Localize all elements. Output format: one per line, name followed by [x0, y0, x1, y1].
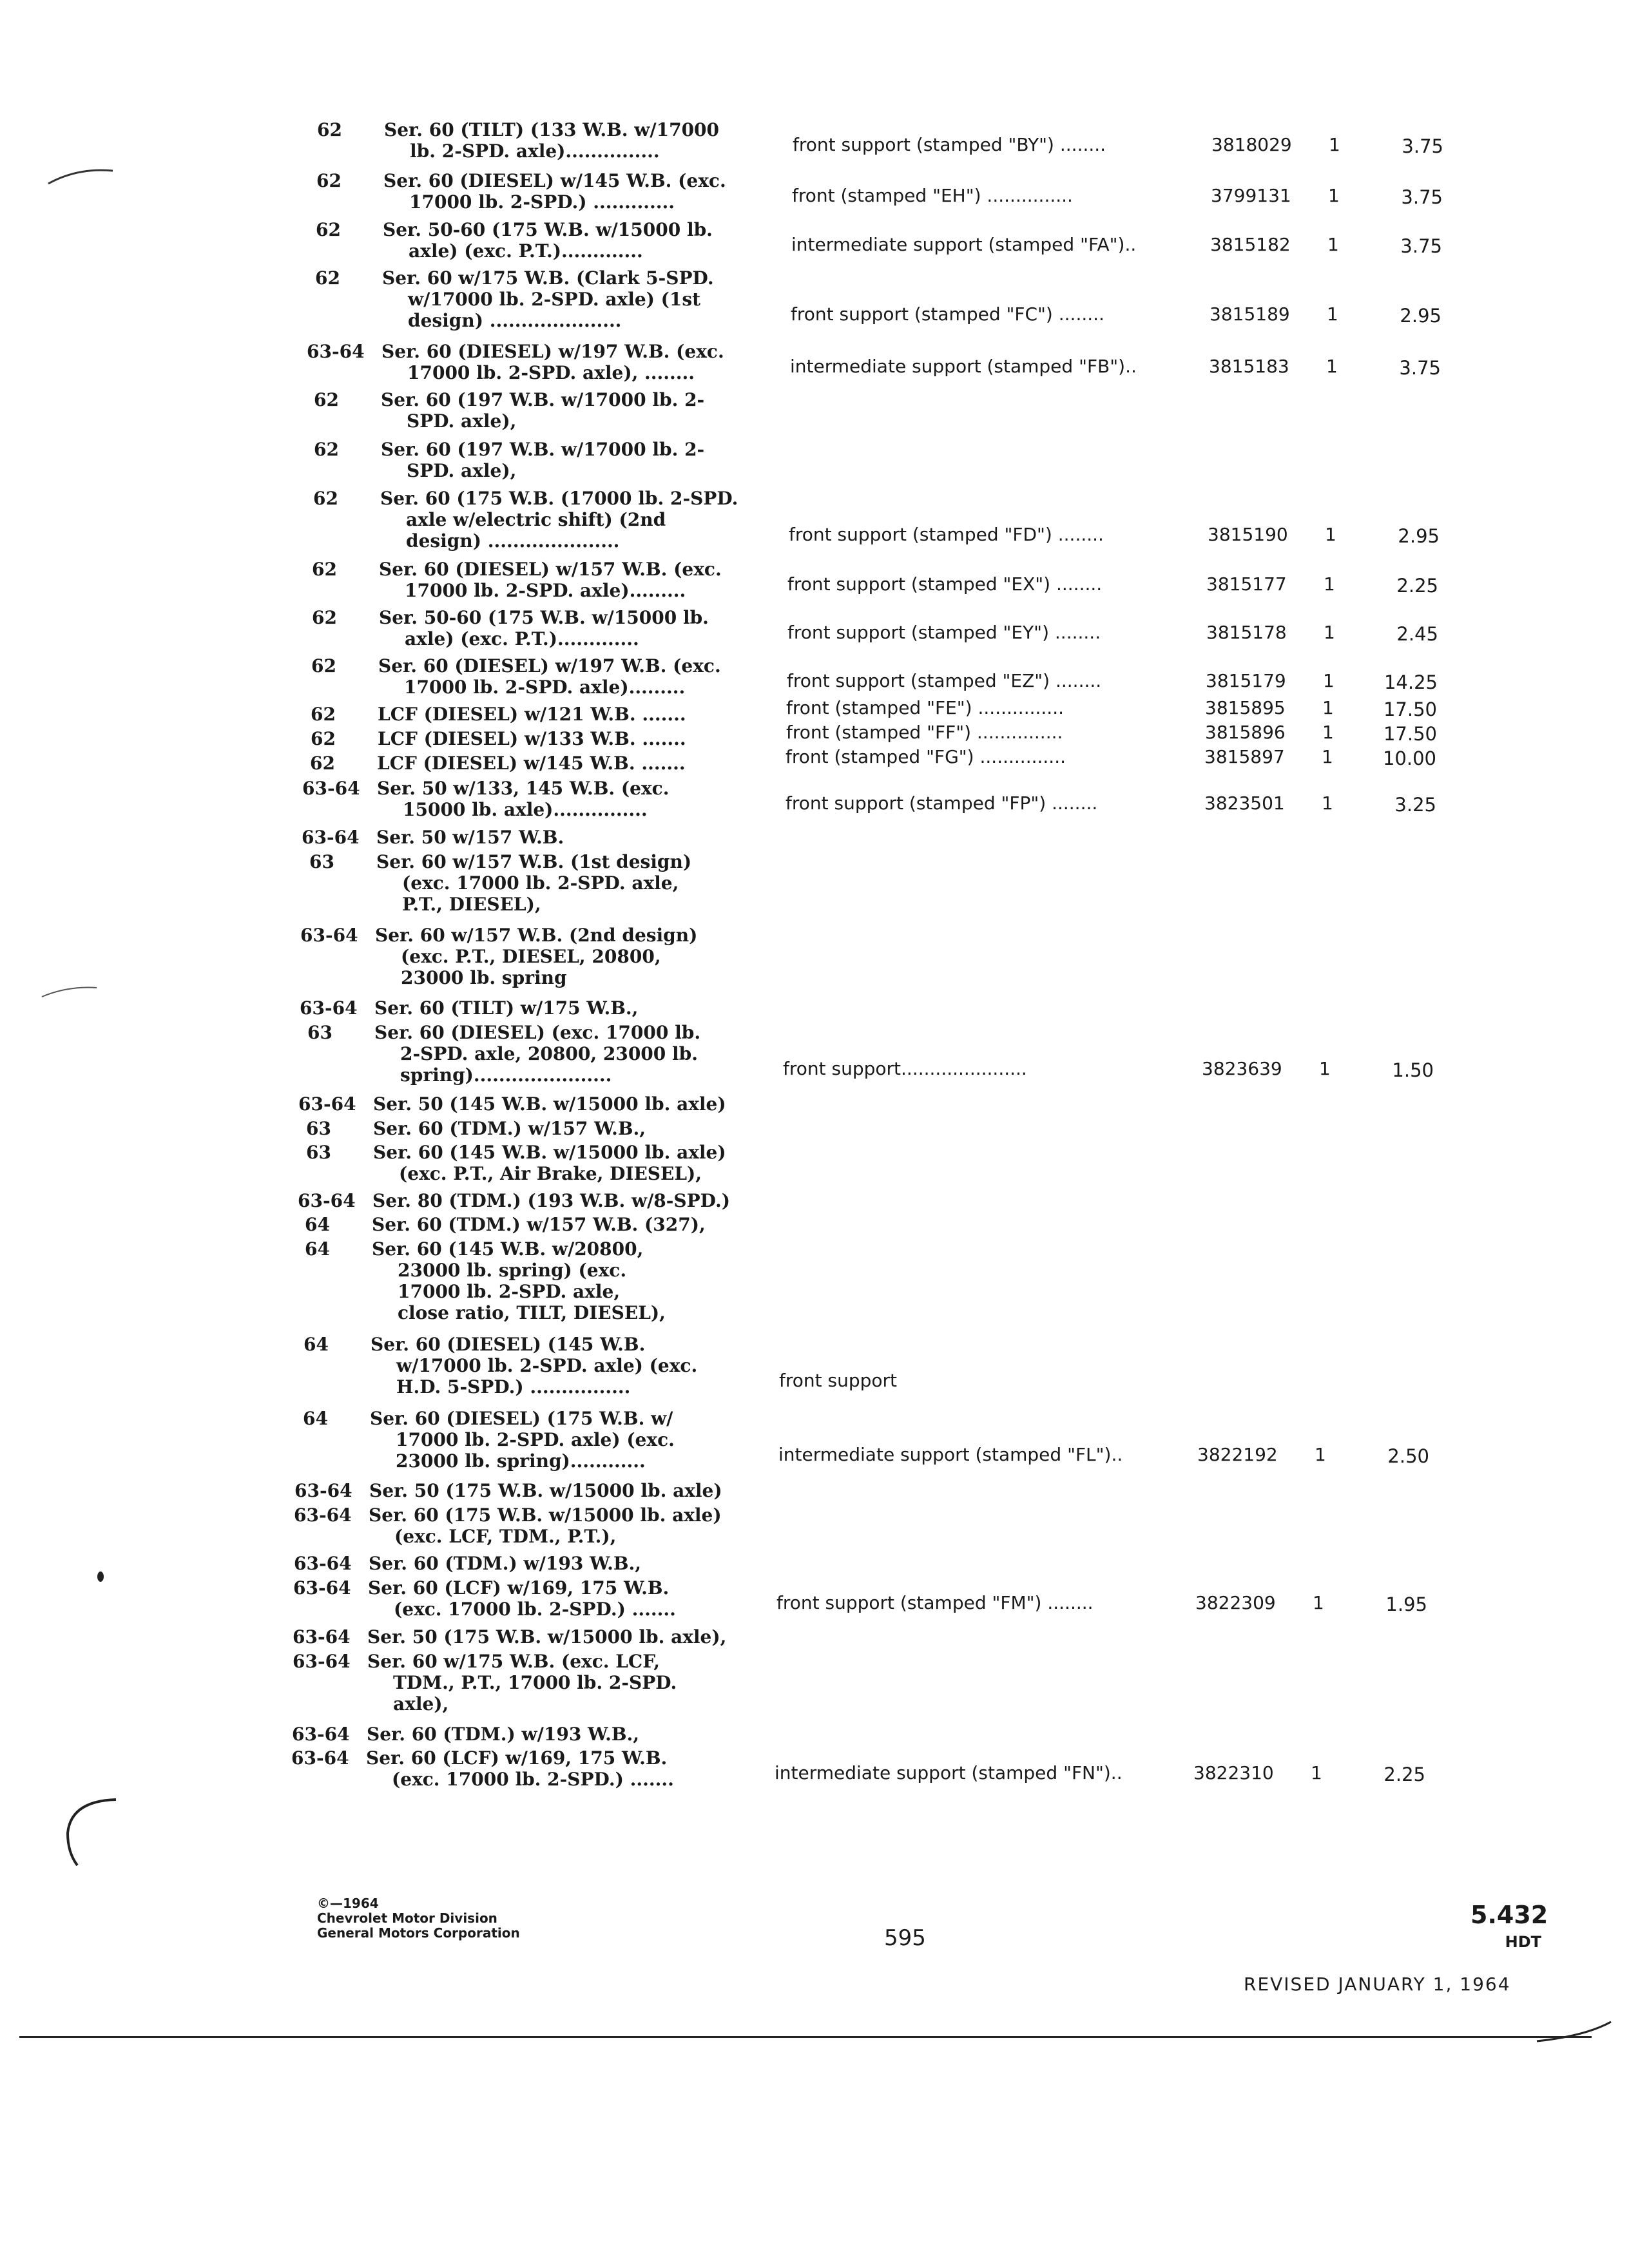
- model-year: 62: [312, 559, 337, 580]
- part-number: 3822192: [1197, 1444, 1278, 1465]
- application-description: Ser. 60 (DIESEL) w/145 W.B. (exc.: [383, 170, 726, 191]
- application-description: axle w/electric shift) (2nd: [406, 509, 666, 530]
- part-name: intermediate support (stamped "FN")..: [775, 1762, 1123, 1783]
- quantity: 1: [1324, 622, 1335, 643]
- model-year: 64: [305, 1238, 330, 1260]
- quantity: 1: [1328, 185, 1340, 206]
- application-description: Ser. 60 w/157 W.B. (1st design): [376, 851, 692, 872]
- price: 2.95: [1400, 305, 1441, 327]
- part-name: front support (stamped "FD") ........: [789, 524, 1104, 545]
- application-description: TDM., P.T., 17000 lb. 2-SPD.: [393, 1672, 677, 1693]
- application-description: lb. 2-SPD. axle)...............: [410, 140, 660, 162]
- application-description: (exc. 17000 lb. 2-SPD.) .......: [394, 1599, 676, 1620]
- part-number: 3815182: [1210, 234, 1291, 255]
- quantity: 1: [1322, 793, 1333, 814]
- application-description: Ser. 50 w/133, 145 W.B. (exc.: [377, 778, 670, 799]
- scan-dot: [95, 1570, 106, 1584]
- application-description: Ser. 50 (175 W.B. w/15000 lb. axle): [369, 1480, 722, 1501]
- application-description: (exc. LCF, TDM., P.T.),: [394, 1526, 617, 1547]
- model-year: 62: [316, 219, 341, 240]
- application-description: Ser. 60 (145 W.B. w/15000 lb. axle): [373, 1142, 726, 1163]
- part-number: 3815896: [1205, 722, 1286, 743]
- price: 2.95: [1398, 525, 1440, 547]
- quantity: 1: [1329, 134, 1340, 155]
- price: 3.75: [1402, 135, 1443, 157]
- model-year: 63-64: [302, 778, 360, 799]
- model-year: 62: [311, 655, 336, 677]
- application-description: spring)......................: [400, 1064, 612, 1086]
- application-description: Ser. 60 (TDM.) w/157 W.B. (327),: [372, 1214, 706, 1235]
- application-description: Ser. 60 w/157 W.B. (2nd design): [375, 925, 698, 946]
- application-description: design) .....................: [406, 530, 620, 552]
- model-year: 62: [314, 389, 339, 410]
- application-description: Ser. 50 (145 W.B. w/15000 lb. axle): [373, 1093, 726, 1115]
- part-number: 3815178: [1206, 622, 1287, 643]
- model-year: 63-64: [300, 997, 358, 1019]
- scan-mark-top: [45, 164, 122, 190]
- model-year: 62: [311, 704, 336, 725]
- part-name: front (stamped "FF") ...............: [786, 722, 1063, 743]
- application-description: 17000 lb. 2-SPD.) .............: [409, 191, 675, 213]
- application-description: Ser. 60 (LCF) w/169, 175 W.B.: [366, 1747, 668, 1769]
- price: 2.25: [1396, 575, 1438, 597]
- part-name: front support: [779, 1370, 898, 1391]
- model-year: 64: [303, 1408, 328, 1429]
- part-number: 3815190: [1208, 524, 1288, 545]
- part-number: 3815179: [1206, 670, 1286, 691]
- part-number: 3815895: [1205, 697, 1286, 718]
- application-description: Ser. 60 (LCF) w/169, 175 W.B.: [368, 1577, 670, 1599]
- part-name: intermediate support (stamped "FA")..: [791, 234, 1137, 255]
- model-year: 62: [311, 728, 336, 749]
- application-description: 2-SPD. axle, 20800, 23000 lb.: [400, 1043, 698, 1064]
- application-description: P.T., DIESEL),: [402, 894, 541, 915]
- application-description: SPD. axle),: [407, 460, 517, 481]
- quantity: 1: [1313, 1592, 1324, 1613]
- part-number: 3823639: [1202, 1058, 1282, 1079]
- punch-hole-arc: [52, 1788, 122, 1872]
- model-year: 62: [313, 488, 338, 509]
- model-year: 64: [305, 1214, 330, 1235]
- part-name: front support (stamped "BY") ........: [793, 134, 1106, 155]
- application-description: w/17000 lb. 2-SPD. axle) (1st: [408, 289, 701, 310]
- part-number: 3799131: [1211, 185, 1291, 206]
- application-description: Ser. 80 (TDM.) (193 W.B. w/8-SPD.): [372, 1190, 730, 1211]
- model-year: 62: [312, 607, 337, 628]
- application-description: Ser. 50 (175 W.B. w/15000 lb. axle),: [367, 1626, 727, 1648]
- application-description: Ser. 60 (145 W.B. w/20800,: [372, 1238, 644, 1260]
- part-name: front support......................: [783, 1058, 1027, 1079]
- application-description: Ser. 60 (TDM.) w/157 W.B.,: [373, 1118, 646, 1139]
- model-year: 64: [304, 1334, 329, 1355]
- part-name: front (stamped "FE") ...............: [786, 697, 1064, 718]
- quantity: 1: [1315, 1444, 1326, 1465]
- application-description: Ser. 60 (TILT) w/175 W.B.,: [374, 997, 639, 1019]
- application-description: Ser. 50-60 (175 W.B. w/15000 lb.: [379, 607, 709, 628]
- quantity: 1: [1326, 356, 1338, 377]
- model-year: 62: [314, 439, 339, 460]
- model-year: 63-64: [294, 1553, 352, 1574]
- application-description: 17000 lb. 2-SPD. axle), ........: [407, 362, 695, 383]
- application-description: axle),: [393, 1693, 449, 1715]
- model-year: 63-64: [293, 1626, 351, 1648]
- bottom-rule: [19, 2036, 1592, 2038]
- price: 3.75: [1401, 186, 1443, 208]
- part-name: front (stamped "EH") ...............: [792, 185, 1073, 206]
- part-name: front support (stamped "FM") ........: [776, 1592, 1094, 1613]
- part-number: 3822310: [1193, 1762, 1274, 1783]
- application-description: 23000 lb. spring) (exc.: [398, 1260, 627, 1281]
- price: 3.75: [1399, 357, 1441, 379]
- application-description: close ratio, TILT, DIESEL),: [398, 1302, 666, 1323]
- application-description: Ser. 60 w/175 W.B. (Clark 5-SPD.: [382, 267, 714, 289]
- revised-date: REVISED JANUARY 1, 1964: [1244, 1974, 1511, 1995]
- model-year: 62: [315, 267, 340, 289]
- application-description: Ser. 60 (DIESEL) w/197 W.B. (exc.: [378, 655, 721, 677]
- part-name: intermediate support (stamped "FL")..: [778, 1444, 1123, 1465]
- part-name: intermediate support (stamped "FB")..: [790, 356, 1137, 377]
- application-description: Ser. 60 (DIESEL) w/157 W.B. (exc.: [379, 559, 722, 580]
- application-description: 17000 lb. 2-SPD. axle).........: [405, 580, 686, 601]
- application-description: LCF (DIESEL) w/145 W.B. .......: [377, 753, 686, 774]
- model-year: 63-64: [294, 1480, 352, 1501]
- quantity: 1: [1319, 1058, 1331, 1079]
- model-year: 63: [309, 851, 334, 872]
- quantity: 1: [1325, 524, 1336, 545]
- application-description: axle) (exc. P.T.).............: [405, 628, 639, 649]
- price: 2.25: [1383, 1763, 1425, 1785]
- application-description: SPD. axle),: [407, 410, 517, 432]
- application-description: LCF (DIESEL) w/121 W.B. .......: [378, 704, 686, 725]
- part-number: 3818029: [1211, 134, 1292, 155]
- model-year: 63-64: [294, 1504, 352, 1526]
- price: 1.50: [1392, 1059, 1434, 1081]
- section-subcode: HDT: [1505, 1933, 1541, 1951]
- application-description: Ser. 60 (TDM.) w/193 W.B.,: [367, 1724, 640, 1745]
- price: 2.50: [1387, 1445, 1429, 1467]
- application-description: axle) (exc. P.T.).............: [409, 240, 643, 262]
- application-description: Ser. 60 (DIESEL) (145 W.B.: [371, 1334, 646, 1355]
- part-name: front support (stamped "EX") ........: [787, 573, 1103, 595]
- part-number: 3815189: [1210, 303, 1290, 325]
- quantity: 1: [1322, 722, 1334, 743]
- application-description: Ser. 60 (DIESEL) w/197 W.B. (exc.: [381, 341, 724, 362]
- quantity: 1: [1327, 303, 1338, 325]
- model-year: 63-64: [293, 1577, 351, 1599]
- application-description: Ser. 60 (175 W.B. w/15000 lb. axle): [369, 1504, 722, 1526]
- application-description: 17000 lb. 2-SPD. axle).........: [404, 677, 686, 698]
- application-description: design) .....................: [408, 310, 622, 331]
- application-description: Ser. 50 w/157 W.B.: [376, 827, 564, 848]
- copyright-line: ©—1964: [317, 1896, 379, 1911]
- part-number: 3823501: [1204, 793, 1285, 814]
- application-description: 17000 lb. 2-SPD. axle) (exc.: [396, 1429, 675, 1450]
- model-year: 63: [306, 1118, 331, 1139]
- section-code: 5.432: [1470, 1901, 1548, 1929]
- price: 17.50: [1383, 698, 1437, 720]
- price: 1.95: [1385, 1593, 1427, 1615]
- model-year: 63: [307, 1022, 333, 1043]
- copyright-line: General Motors Corporation: [317, 1925, 520, 1941]
- quantity: 1: [1322, 746, 1333, 767]
- quantity: 1: [1311, 1762, 1322, 1783]
- part-name: front support (stamped "FC") ........: [791, 303, 1104, 325]
- model-year: 62: [310, 753, 335, 774]
- application-description: Ser. 60 (175 W.B. (17000 lb. 2-SPD.: [380, 488, 738, 509]
- part-name: front support (stamped "EZ") ........: [787, 670, 1102, 691]
- price: 17.50: [1383, 723, 1437, 745]
- price: 3.75: [1400, 235, 1442, 257]
- model-year: 62: [317, 119, 342, 140]
- part-name: front support (stamped "FP") ........: [786, 793, 1098, 814]
- application-description: 17000 lb. 2-SPD. axle,: [398, 1281, 621, 1302]
- price: 14.25: [1383, 671, 1438, 693]
- application-description: (exc. 17000 lb. 2-SPD.) .......: [392, 1769, 674, 1790]
- copyright-block: [317, 1896, 520, 1941]
- application-description: LCF (DIESEL) w/133 W.B. .......: [378, 728, 686, 749]
- application-description: Ser. 60 (DIESEL) (exc. 17000 lb.: [374, 1022, 701, 1043]
- application-description: 23000 lb. spring)............: [396, 1450, 646, 1472]
- model-year: 63-64: [298, 1093, 356, 1115]
- application-description: Ser. 60 (TILT) (133 W.B. w/17000: [384, 119, 720, 140]
- quantity: 1: [1323, 670, 1335, 691]
- part-number: 3822309: [1195, 1592, 1276, 1613]
- price: 2.45: [1396, 623, 1438, 645]
- application-description: 23000 lb. spring: [401, 967, 567, 988]
- quantity: 1: [1327, 234, 1339, 255]
- part-number: 3815183: [1209, 356, 1289, 377]
- application-description: (exc. P.T., DIESEL, 20800,: [401, 946, 661, 967]
- model-year: 63-64: [291, 1747, 349, 1769]
- scan-mark-mid: [39, 983, 103, 1002]
- model-year: 63-64: [307, 341, 365, 362]
- part-name: front support (stamped "EY") ........: [787, 622, 1101, 643]
- application-description: 15000 lb. axle)...............: [403, 799, 648, 820]
- page-number: 595: [884, 1925, 926, 1951]
- price: 10.00: [1382, 747, 1436, 769]
- page-curl: [1534, 2017, 1617, 2046]
- application-description: (exc. P.T., Air Brake, DIESEL),: [399, 1163, 702, 1184]
- quantity: 1: [1324, 573, 1335, 595]
- part-name: front (stamped "FG") ...............: [786, 746, 1066, 767]
- application-description: Ser. 60 (197 W.B. w/17000 lb. 2-: [381, 439, 705, 460]
- application-description: Ser. 50-60 (175 W.B. w/15000 lb.: [383, 219, 713, 240]
- model-year: 62: [316, 170, 342, 191]
- copyright-line: Chevrolet Motor Division: [317, 1910, 497, 1926]
- quantity: 1: [1322, 697, 1334, 718]
- model-year: 63-64: [298, 1190, 356, 1211]
- price: 3.25: [1394, 794, 1436, 816]
- model-year: 63-64: [300, 925, 358, 946]
- application-description: Ser. 60 w/175 W.B. (exc. LCF,: [367, 1651, 660, 1672]
- application-description: Ser. 60 (DIESEL) (175 W.B. w/: [370, 1408, 673, 1429]
- application-description: Ser. 60 (197 W.B. w/17000 lb. 2-: [381, 389, 705, 410]
- part-number: 3815177: [1206, 573, 1287, 595]
- application-description: Ser. 60 (TDM.) w/193 W.B.,: [369, 1553, 642, 1574]
- model-year: 63-64: [302, 827, 360, 848]
- application-description: H.D. 5-SPD.) ................: [396, 1376, 631, 1398]
- application-description: w/17000 lb. 2-SPD. axle) (exc.: [396, 1355, 698, 1376]
- application-description: (exc. 17000 lb. 2-SPD. axle,: [402, 872, 679, 894]
- model-year: 63: [306, 1142, 331, 1163]
- part-number: 3815897: [1204, 746, 1285, 767]
- model-year: 63-64: [292, 1724, 350, 1745]
- model-year: 63-64: [293, 1651, 351, 1672]
